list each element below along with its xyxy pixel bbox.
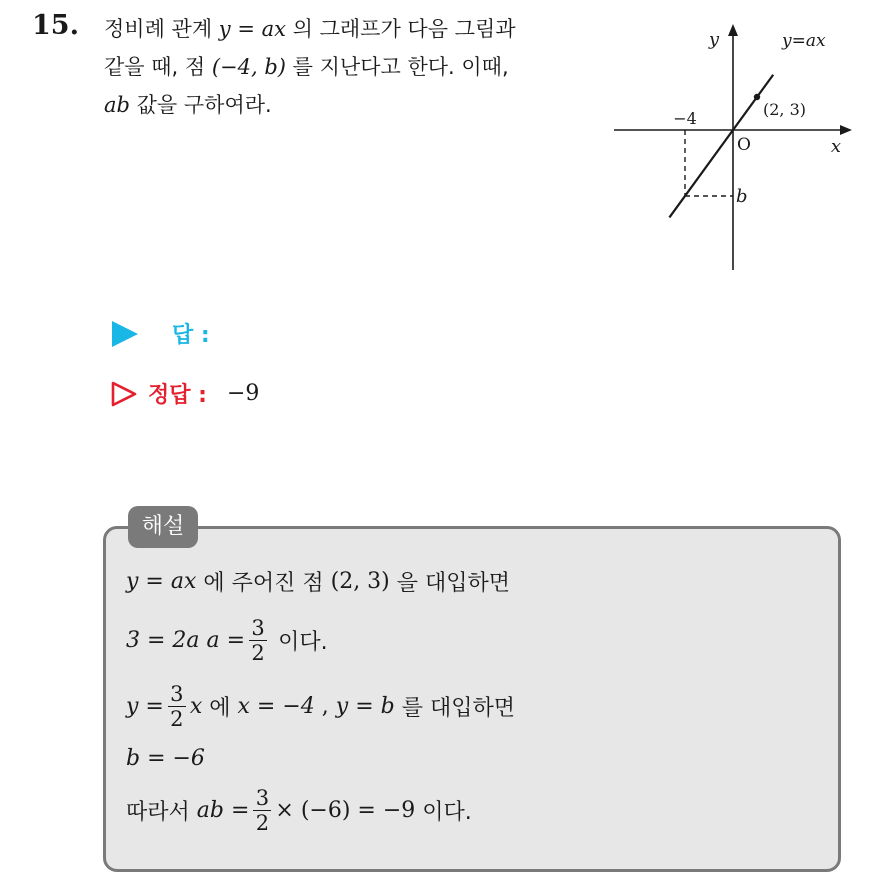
- correct-answer-row: [110, 378, 259, 409]
- y-axis-label: y: [708, 29, 719, 50]
- proportion-graph: [608, 20, 858, 276]
- fraction: $\frac{3}{2}$: [249, 616, 267, 665]
- x-axis-arrow: [840, 125, 852, 135]
- question-line-3: ab 값을 구하여라.: [104, 93, 272, 117]
- question-line-1: 정비례 관계 y = ax 의 그래프가 다음 그림과: [104, 17, 516, 41]
- solution-tag: 해설: [128, 506, 198, 548]
- solution-line-5: 따라서 ab = $\frac{3}{2}$ × (−6) = −9 이다.: [126, 785, 472, 835]
- x-axis-label: x: [830, 136, 842, 157]
- play-triangle-icon: [112, 321, 138, 347]
- fraction: $\frac{3}{2}$: [168, 682, 186, 731]
- question-line-2: 같을 때, 점 (−4, b) 를 지난다고 한다. 이때,: [104, 55, 509, 79]
- line-label: y=ax: [782, 31, 826, 51]
- correct-answer-value: −9: [226, 381, 260, 406]
- correct-answer-label: 정답 :: [148, 383, 207, 408]
- x-tick-label: −4: [673, 109, 697, 128]
- origin-label: O: [737, 135, 751, 155]
- fraction: $\frac{3}{2}$: [253, 786, 271, 835]
- answer-label: 답 :: [172, 323, 210, 348]
- solution-line-4: b = −6: [126, 745, 205, 771]
- solution-line-1: y = ax 에 주어진 점 (2, 3) 을 대입하면: [126, 568, 511, 596]
- question-number: 15.: [32, 10, 79, 41]
- solution-line-3: y = $\frac{3}{2}$ x 에 x = −4 , y = b 를 대입하면: [126, 681, 515, 731]
- outline-triangle-icon: [110, 380, 138, 408]
- point-marker: [754, 94, 760, 100]
- question-text: [104, 10, 584, 124]
- y-axis-arrow: [728, 24, 738, 36]
- point-label: (2, 3): [763, 100, 807, 119]
- graph-axes: [614, 24, 852, 270]
- answer-row: [112, 318, 210, 349]
- y-tick-label: b: [736, 186, 748, 207]
- solution-line-2: 3 = 2a a = $\frac{3}{2}$ 이다.: [126, 615, 328, 665]
